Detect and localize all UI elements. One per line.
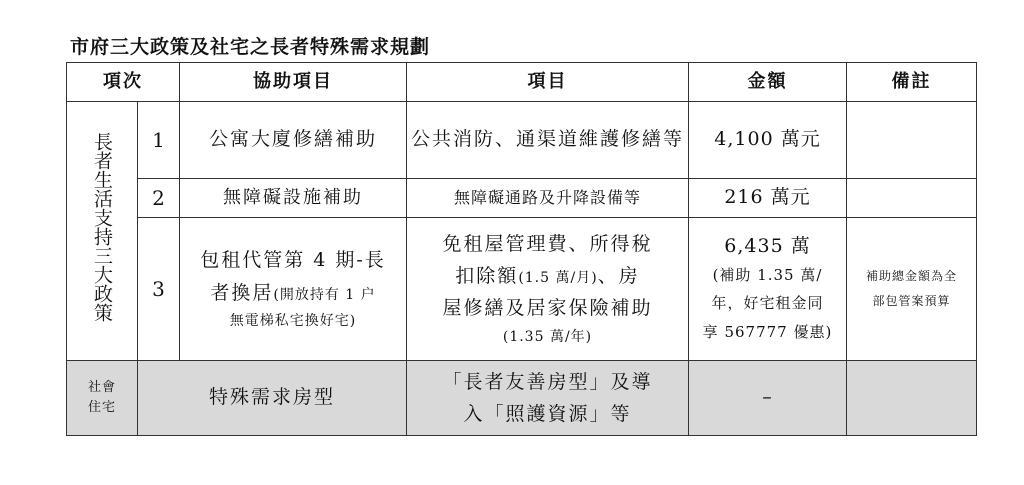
assist-item-line: 包租代管第 4 期-長 bbox=[200, 249, 386, 272]
assist-item-note: 無電梯私宅換好宅) bbox=[229, 313, 357, 330]
assist-item: 無障礙設施補助 bbox=[180, 179, 407, 218]
header-item: 項目 bbox=[407, 63, 689, 102]
item-text: 、房 bbox=[597, 264, 640, 287]
item-detail: 無障礙通路及升降設備等 bbox=[407, 179, 689, 218]
item-line: 免租屋管理費、所得稅 bbox=[442, 232, 653, 255]
item-note: (1.35 萬/年) bbox=[502, 328, 593, 345]
note bbox=[847, 102, 977, 179]
amount bbox=[689, 218, 847, 361]
category-cell bbox=[67, 361, 138, 436]
assist-item: 公寓大廈修繕補助 bbox=[180, 102, 407, 179]
header-assist-item: 協助項目 bbox=[180, 63, 407, 102]
item-detail: 公共消防、通渠道維護修繕等 bbox=[407, 102, 689, 179]
table-header-row bbox=[67, 63, 977, 102]
table-row bbox=[67, 218, 977, 361]
amount-note: 年，好宅租金同 bbox=[711, 294, 824, 313]
item-note: (1.5 萬/月) bbox=[518, 269, 598, 286]
item-line bbox=[411, 260, 684, 292]
amount-note: (補助 1.35 萬/ bbox=[712, 265, 823, 284]
item-line: 屋修繕及居家保險補助 bbox=[442, 297, 653, 320]
header-note: 備註 bbox=[847, 63, 977, 102]
table-row bbox=[67, 102, 977, 179]
item-text: 扣除額 bbox=[455, 264, 519, 287]
table-row bbox=[67, 361, 977, 436]
item-detail bbox=[407, 218, 689, 361]
category-label: 住宅 bbox=[87, 400, 116, 415]
item-detail bbox=[407, 361, 689, 436]
note bbox=[847, 179, 977, 218]
note-line: 部包管案預算 bbox=[872, 294, 951, 308]
note bbox=[847, 361, 977, 436]
item-line: 「長者友善房型」及導 bbox=[442, 370, 653, 393]
assist-item-text: 者換居 bbox=[210, 281, 274, 304]
amount: – bbox=[689, 361, 847, 436]
row-number: 2 bbox=[138, 179, 180, 218]
note bbox=[847, 218, 977, 361]
assist-item: 特殊需求房型 bbox=[138, 361, 407, 436]
assist-item bbox=[180, 218, 407, 361]
note-line: 補助總金額為全 bbox=[865, 268, 957, 283]
policy-table bbox=[66, 62, 977, 436]
amount: 4,100 萬元 bbox=[689, 102, 847, 179]
row-number: 1 bbox=[138, 102, 180, 179]
assist-item-note: (開放持有 1 户 bbox=[273, 286, 376, 303]
table-row bbox=[67, 179, 977, 218]
row-number: 3 bbox=[138, 218, 180, 361]
amount-main: 6,435 萬 bbox=[724, 234, 811, 257]
header-item-no: 項次 bbox=[67, 63, 180, 102]
page-title: 市府三大政策及社宅之長者特殊需求規劃 bbox=[70, 36, 431, 58]
category-label: 長者生活支持三大政策 bbox=[91, 132, 113, 323]
amount-note: 享 567777 優惠) bbox=[702, 322, 833, 341]
category-label: 社會 bbox=[87, 379, 116, 395]
category-cell bbox=[67, 102, 138, 361]
amount: 216 萬元 bbox=[689, 179, 847, 218]
item-line: 入「照護資源」等 bbox=[463, 403, 632, 425]
header-amount: 金額 bbox=[689, 63, 847, 102]
assist-item-line bbox=[184, 277, 402, 309]
